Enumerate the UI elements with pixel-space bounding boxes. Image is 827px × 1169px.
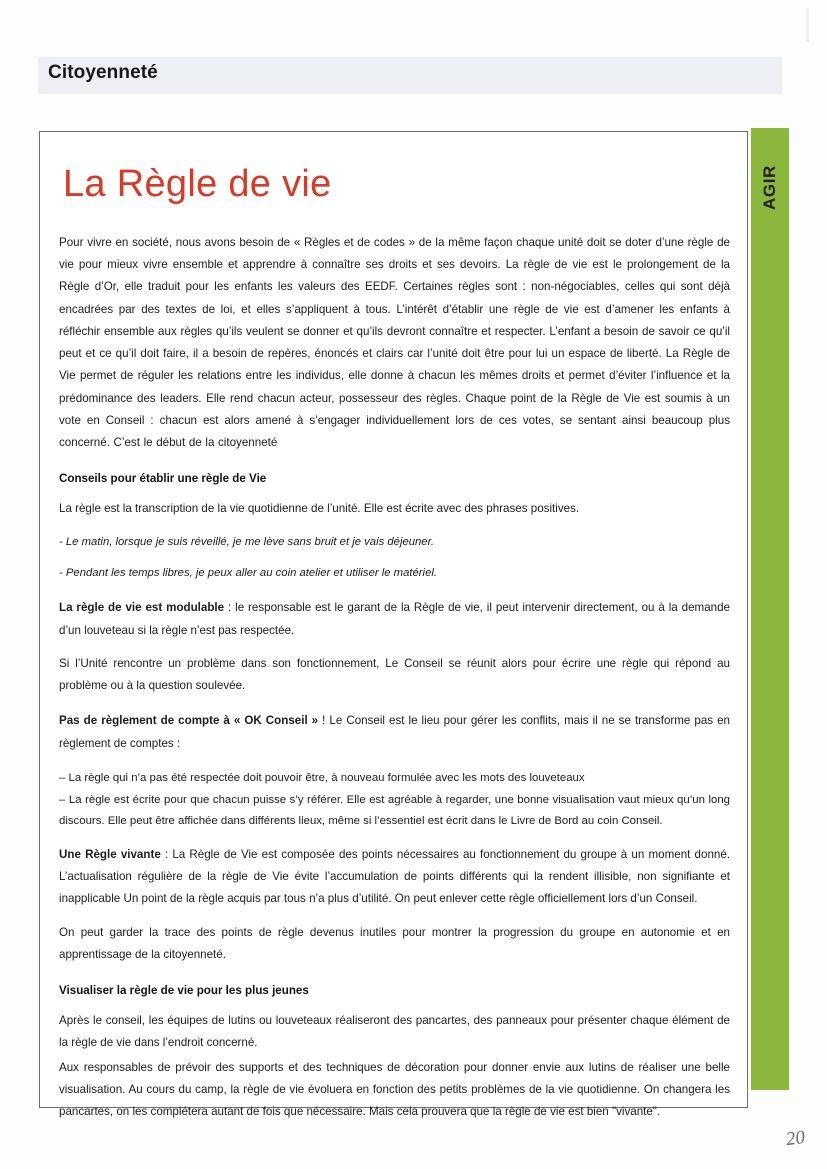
modulable-body: : le responsable est le garant de la Règle de vie, il peut intervenir directement, ou à la demande d’un louveteau si la règle n’est pas respectée. <box>59 601 730 637</box>
page-title: La Règle de vie <box>63 163 332 205</box>
section-title: Citoyenneté <box>48 62 158 83</box>
reglement-bold-lead: Pas de règlement de compte à « OK Conseil » <box>59 714 319 728</box>
vivante-paragraph <box>59 844 730 911</box>
example-line-2: - Pendant les temps libres, je peux aller au coin atelier et utiliser le matériel. <box>59 567 437 580</box>
side-tab-label: AGIR <box>760 165 779 211</box>
side-tab-agir <box>751 128 789 1090</box>
reglement-paragraph <box>59 710 730 755</box>
content-frame <box>39 131 748 1119</box>
modulable-paragraph <box>59 597 730 642</box>
page-number: 20 <box>784 1126 807 1151</box>
trace-paragraph: On peut garder la trace des points de règle devenus inutiles pour montrer la progression du groupe en autonomie et en apprentissage de la citoyenneté. <box>59 925 730 961</box>
visualiser-paragraph-2: Aux responsables de prévoir des supports et des techniques de décoration pour donner envie aux lutins de réaliser une belle visualisation. Au cours du camp, la règle de vie évoluera en fonction des petits problèmes de la vie quotidienne. On changera les pancartes, on les complétera autant de fois que nécessaire. Mais cela prouvera que la règle de vie est bien "vivante". <box>59 1060 730 1119</box>
scan-edge-artifact <box>806 8 809 42</box>
unite-paragraph: Si l’Unité rencontre un problème dans son fonctionnement, Le Conseil se réunit alors pour écrire une règle qui répond au problème ou à la question soulevée. <box>59 656 730 693</box>
conseils-intro-paragraph: La règle est la transcription de la vie quotidienne de l’unité. Elle est écrite avec des phrases positives. <box>59 502 580 516</box>
content-inner <box>54 142 735 1134</box>
article-body <box>59 232 730 1124</box>
heading-conseils: Conseils pour établir une règle de Vie <box>59 472 267 486</box>
reglement-body: ! Le Conseil est le lieu pour gérer les conflits, mais il ne se transforme pas en règlement de comptes : <box>59 714 730 750</box>
bullet-item-1: – La règle qui n’a pas été respectée doit pouvoir être, à nouveau formulée avec les mots des louveteaux <box>59 771 585 784</box>
example-line-1: - Le matin, lorsque je suis réveillé, je me lève sans bruit et je vais déjeuner. <box>59 535 435 548</box>
heading-visualiser: Visualiser la règle de vie pour les plus jeunes <box>59 984 309 998</box>
modulable-bold-lead: La règle de vie est modulable <box>59 601 225 615</box>
bullet-item-2: – La règle est écrite pour que chacun puisse s’y référer. Elle est agréable à regarder, une bonne visualisation vaut mieux qu’un long discours. Elle peut être affichée dans différents lieux, même si l’essentiel est écrit dans le Livre de Bord au coin Conseil. <box>59 794 730 827</box>
visualiser-paragraph-1: Après le conseil, les équipes de lutins ou louveteaux réaliseront des pancartes, des panneaux pour présenter chaque élément de la règle de vie dans l’endroit concerné. <box>59 1014 730 1050</box>
vivante-bold-lead: Une Règle vivante <box>59 847 161 861</box>
vivante-body: : La Règle de Vie est composée des points nécessaires au fonctionnement du groupe à un moment donné. L’actualisation régulière de la règle de Vie évite l’accumulation de points différents qui la rendent illisible, non signifiante et inapplicable Un point de la règle acquis par tous n’a plus d’utilité. On peut enlever cette règle officiellement lors d’un Conseil. <box>59 847 731 906</box>
intro-paragraph: Pour vivre en société, nous avons besoin de « Règles et de codes » de la même façon chaque unité doit se doter d’une règle de vie pour mieux vivre ensemble et apprendre à connaître ses droits et ses devoirs. La règle de vie est le prolongement de la Règle d’Or, elle traduit pour les enfants les valeurs des EEDF. Certaines règles sont : non-négociables, celles qui sont déjà encadrées par des textes de loi, et elles s’appliquent à tous. L’intérêt d’établir une règle de vie est d’amener les enfants à réfléchir ensemble aux règles qu’ils veulent se donner et qu’ils devront connaître et respecter. L’enfant a besoin de savoir ce qu’il peut et ce qu’il doit faire, il a besoin de repères, énoncés et clairs car l’unité doit être pour lui un espace de liberté. La Règle de Vie permet de réguler les relations entre les individus, elle donne à chacun les mêmes droits et permet d’éviter l’influence et la prédominance des leaders. Elle rend chacun acteur, possesseur des règles. Chaque point de la Règle de Vie est soumis à un vote en Conseil : chacun est alors amené à s’engager individuellement lors de ces votes, se sentant ainsi beaucoup plus concerné. C’est le début de la citoyenneté <box>59 235 730 450</box>
